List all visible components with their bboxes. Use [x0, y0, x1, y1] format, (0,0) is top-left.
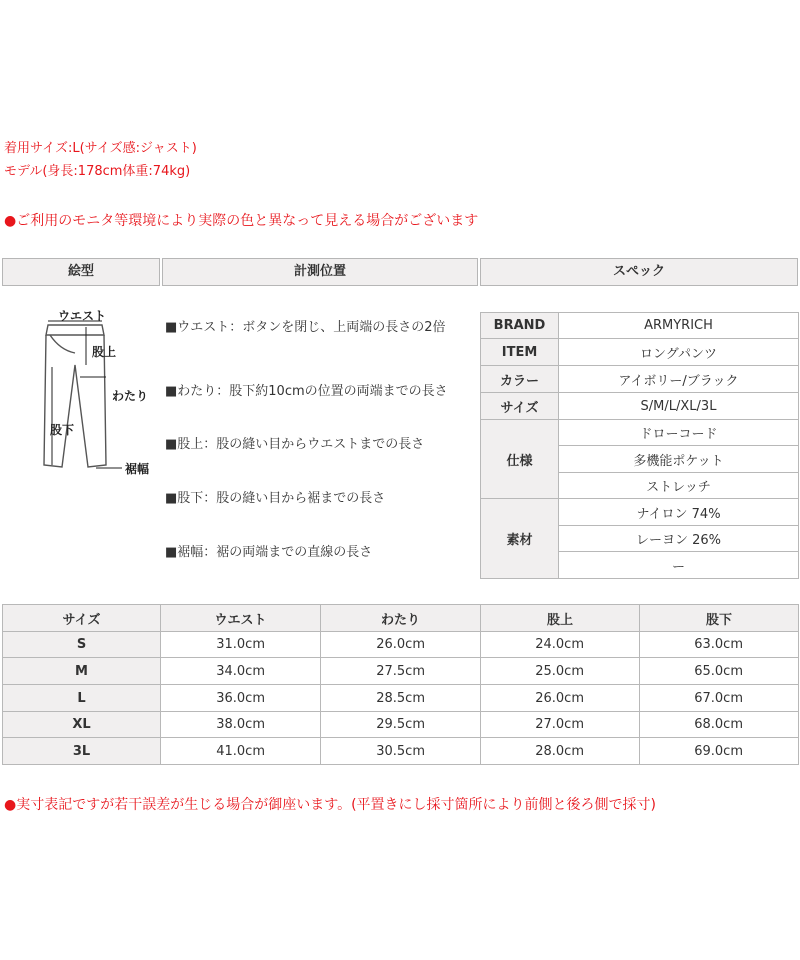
- spec-row-brand: [481, 313, 799, 339]
- size-cell-rise: 25.0cm: [481, 658, 640, 685]
- size-cell-rise: 28.0cm: [481, 738, 640, 765]
- size-cell-rise: 27.0cm: [481, 712, 640, 738]
- pants-diagram: [30, 305, 160, 480]
- size-cell-size: 3L: [3, 738, 161, 765]
- spec-size-label: サイズ: [481, 393, 559, 420]
- measure-note-waist: ■ウエスト：ボタンを閉じ、上両端の長さの2倍: [165, 320, 446, 335]
- label-inseam: 股下: [50, 423, 75, 437]
- size-cell-thigh: 27.5cm: [321, 658, 481, 685]
- spec-row-color: [481, 366, 799, 393]
- model-body-text: モデル(身長:178cm体重:74kg): [4, 164, 191, 179]
- header-spec: スペック: [480, 258, 798, 286]
- size-header-thigh: わたり: [321, 605, 481, 632]
- header-measure: 計測位置: [162, 258, 478, 286]
- spec-feature-value: ドローコード: [559, 420, 799, 446]
- label-thigh: わたり: [112, 389, 149, 403]
- spec-feature-value: ストレッチ: [559, 473, 799, 499]
- spec-row-item: [481, 339, 799, 366]
- measure-note-thigh: ■わたり：股下約10cmの位置の両端までの長さ: [165, 384, 448, 399]
- size-cell-thigh: 28.5cm: [321, 685, 481, 712]
- size-table: [2, 604, 799, 765]
- spec-feature-value: 多機能ポケット: [559, 446, 799, 473]
- size-cell-waist: 41.0cm: [161, 738, 321, 765]
- spec-size-value: S/M/L/XL/3L: [559, 393, 799, 420]
- label-hem: 裾幅: [125, 462, 150, 476]
- size-cell-inseam: 69.0cm: [640, 738, 799, 765]
- spec-row-features: [481, 420, 799, 446]
- size-cell-waist: 38.0cm: [161, 712, 321, 738]
- spec-features-label: 仕様: [481, 420, 559, 499]
- size-cell-size: S: [3, 632, 161, 658]
- size-cell-inseam: 63.0cm: [640, 632, 799, 658]
- spec-row-material: [481, 499, 799, 526]
- spec-color-value: アイボリー/ブラック: [559, 366, 799, 393]
- size-cell-size: M: [3, 658, 161, 685]
- size-cell-thigh: 26.0cm: [321, 632, 481, 658]
- spec-item-value: ロングパンツ: [559, 339, 799, 366]
- size-header-waist: ウエスト: [161, 605, 321, 632]
- measurement-notice: ●実寸表記ですが若干誤差が生じる場合が御座います。(平置きにし採寸箇所により前側と後ろ側で採寸): [4, 797, 657, 813]
- size-table-header: [3, 605, 799, 632]
- header-figure: 絵型: [2, 258, 160, 286]
- size-row: [3, 658, 799, 685]
- spec-brand-value: ARMYRICH: [559, 313, 799, 339]
- spec-item-label: ITEM: [481, 339, 559, 366]
- size-header-size: サイズ: [3, 605, 161, 632]
- spec-table: [480, 312, 799, 579]
- size-row: [3, 738, 799, 765]
- size-cell-inseam: 68.0cm: [640, 712, 799, 738]
- size-cell-waist: 36.0cm: [161, 685, 321, 712]
- size-header-inseam: 股下: [640, 605, 799, 632]
- size-cell-rise: 24.0cm: [481, 632, 640, 658]
- size-row: [3, 685, 799, 712]
- size-row: [3, 632, 799, 658]
- size-cell-thigh: 29.5cm: [321, 712, 481, 738]
- measure-note-inseam: ■股下：股の縫い目から裾までの長さ: [165, 491, 386, 506]
- size-cell-waist: 31.0cm: [161, 632, 321, 658]
- measure-note-rise: ■股上：股の縫い目からウエストまでの長さ: [165, 437, 425, 452]
- spec-material-value: レーヨン 26%: [559, 526, 799, 552]
- size-cell-waist: 34.0cm: [161, 658, 321, 685]
- size-cell-size: XL: [3, 712, 161, 738]
- size-cell-inseam: 67.0cm: [640, 685, 799, 712]
- spec-row-size: [481, 393, 799, 420]
- color-notice: ●ご利用のモニタ等環境により実際の色と異なって見える場合がございます: [4, 213, 479, 229]
- size-cell-size: L: [3, 685, 161, 712]
- label-rise: 股上: [92, 345, 117, 359]
- measure-note-hem: ■裾幅：裾の両端までの直線の長さ: [165, 545, 373, 560]
- spec-color-label: カラー: [481, 366, 559, 393]
- spec-material-value: ー: [559, 552, 799, 579]
- label-waist: ウエスト: [58, 309, 107, 323]
- size-cell-inseam: 65.0cm: [640, 658, 799, 685]
- size-row: [3, 712, 799, 738]
- size-cell-rise: 26.0cm: [481, 685, 640, 712]
- size-header-rise: 股上: [481, 605, 640, 632]
- size-cell-thigh: 30.5cm: [321, 738, 481, 765]
- spec-material-label: 素材: [481, 499, 559, 579]
- spec-brand-label: BRAND: [481, 313, 559, 339]
- model-size-text: 着用サイズ:L(サイズ感:ジャスト): [4, 141, 197, 156]
- spec-material-value: ナイロン 74%: [559, 499, 799, 526]
